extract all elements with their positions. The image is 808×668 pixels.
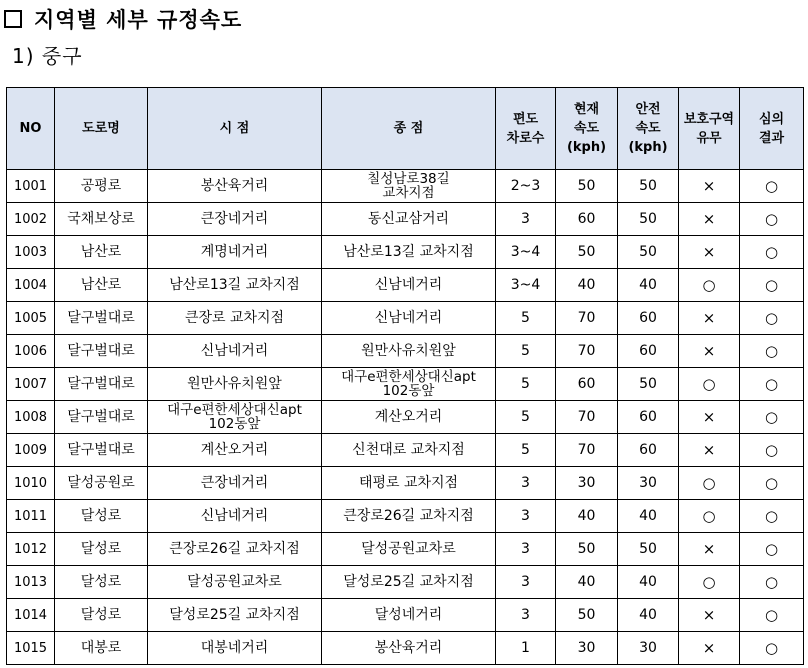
- cell-road: 남산로: [55, 269, 148, 302]
- cell-road: 달성로: [55, 533, 148, 566]
- cell-end: 달성공원교차로: [322, 533, 496, 566]
- cell-review-result: ○: [740, 203, 804, 236]
- cell-review-result: ○: [740, 335, 804, 368]
- cell-safe-speed: 50: [618, 368, 679, 401]
- cell-no: 1006: [7, 335, 55, 368]
- cell-road: 달구벌대로: [55, 434, 148, 467]
- cell-safe-speed: 50: [618, 203, 679, 236]
- cell-protected-zone: ○: [679, 368, 740, 401]
- cell-protected-zone: ×: [679, 203, 740, 236]
- cell-road: 국채보상로: [55, 203, 148, 236]
- cell-road: 달구벌대로: [55, 302, 148, 335]
- cell-lanes: 3: [496, 566, 556, 599]
- cell-start: 신남네거리: [148, 500, 322, 533]
- cell-start: 남산로13길 교차지점: [148, 269, 322, 302]
- cell-lanes: 2~3: [496, 170, 556, 203]
- cell-start: 큰장네거리: [148, 467, 322, 500]
- cell-review-result: ○: [740, 302, 804, 335]
- table-row: [7, 599, 804, 632]
- header-safe-line: 속도: [635, 121, 661, 136]
- cell-start: [148, 401, 322, 434]
- cell-protected-zone: ×: [679, 335, 740, 368]
- cell-end-line: 102동앞: [382, 383, 435, 399]
- cell-end: 태평로 교차지점: [322, 467, 496, 500]
- cell-lanes: 3: [496, 599, 556, 632]
- table-row: [7, 368, 804, 401]
- cell-protected-zone: ○: [679, 500, 740, 533]
- header-lanes-line: 편도: [512, 111, 539, 127]
- cell-protected-zone: ×: [679, 434, 740, 467]
- cell-end: 동신교삼거리: [322, 203, 496, 236]
- cell-road: 달구벌대로: [55, 368, 148, 401]
- cell-safe-speed: 40: [618, 500, 679, 533]
- cell-start: 대봉네거리: [148, 632, 322, 665]
- cell-review-result: ○: [740, 566, 804, 599]
- cell-review-result: ○: [740, 632, 804, 665]
- cell-no: 1007: [7, 368, 55, 401]
- header-zone-line: 보호구역: [683, 111, 735, 127]
- table-row: [7, 401, 804, 434]
- table-row: [7, 632, 804, 665]
- table-row: [7, 533, 804, 566]
- cell-protected-zone: ×: [679, 632, 740, 665]
- cell-road: 남산로: [55, 236, 148, 269]
- header-no: NO: [7, 88, 55, 170]
- cell-end: 계산오거리: [322, 401, 496, 434]
- cell-lanes: 1: [496, 632, 556, 665]
- cell-no: 1001: [7, 170, 55, 203]
- table-row: [7, 335, 804, 368]
- cell-lanes: 3: [496, 533, 556, 566]
- cell-no: 1012: [7, 533, 55, 566]
- cell-review-result: ○: [740, 269, 804, 302]
- header-start: 시 점: [148, 88, 322, 170]
- cell-current-speed: 60: [556, 368, 618, 401]
- cell-end: 달성로25길 교차지점: [322, 566, 496, 599]
- table-row: [7, 467, 804, 500]
- cell-end: 신남네거리: [322, 269, 496, 302]
- table-row: [7, 203, 804, 236]
- cell-review-result: ○: [740, 533, 804, 566]
- header-lanes-line: 차로수: [506, 130, 545, 146]
- cell-no: 1014: [7, 599, 55, 632]
- header-result-line: 심의: [758, 111, 785, 127]
- cell-lanes: 5: [496, 368, 556, 401]
- speed-limit-table: [6, 87, 804, 665]
- cell-protected-zone: ○: [679, 269, 740, 302]
- cell-protected-zone: ×: [679, 401, 740, 434]
- header-zone-line: 유무: [696, 130, 722, 146]
- cell-review-result: ○: [740, 368, 804, 401]
- cell-road: 대봉로: [55, 632, 148, 665]
- cell-protected-zone: ×: [679, 302, 740, 335]
- cell-lanes: 3: [496, 467, 556, 500]
- cell-no: 1004: [7, 269, 55, 302]
- cell-safe-speed: 40: [618, 269, 679, 302]
- cell-safe-speed: 60: [618, 335, 679, 368]
- cell-review-result: ○: [740, 236, 804, 269]
- header-lanes: [496, 88, 556, 170]
- cell-end: 신천대로 교차지점: [322, 434, 496, 467]
- cell-safe-speed: 50: [618, 236, 679, 269]
- header-current-line: 속도: [573, 121, 600, 136]
- cell-end-line: 교차지점: [382, 185, 435, 201]
- cell-road: 달성공원로: [55, 467, 148, 500]
- cell-current-speed: 50: [556, 236, 618, 269]
- cell-end: [322, 368, 496, 401]
- cell-current-speed: 50: [556, 533, 618, 566]
- cell-review-result: ○: [740, 599, 804, 632]
- cell-lanes: 3: [496, 500, 556, 533]
- checkbox-icon: [4, 10, 22, 28]
- header-safe-speed: [618, 88, 679, 170]
- cell-safe-speed: 30: [618, 632, 679, 665]
- cell-current-speed: 70: [556, 302, 618, 335]
- cell-start: 달성공원교차로: [148, 566, 322, 599]
- cell-end-line: 칠성남로38길: [367, 171, 450, 187]
- cell-safe-speed: 40: [618, 599, 679, 632]
- header-result-line: 결과: [758, 130, 785, 146]
- section-title-text: 지역별 세부 규정속도: [34, 7, 243, 32]
- cell-protected-zone: ×: [679, 236, 740, 269]
- cell-lanes: 5: [496, 302, 556, 335]
- cell-review-result: ○: [740, 170, 804, 203]
- section-title: [4, 4, 242, 34]
- cell-current-speed: 40: [556, 500, 618, 533]
- subsection-title: 1) 중구: [12, 44, 83, 68]
- cell-current-speed: 60: [556, 203, 618, 236]
- cell-no: 1015: [7, 632, 55, 665]
- cell-start: 계명네거리: [148, 236, 322, 269]
- cell-current-speed: 70: [556, 434, 618, 467]
- header-protected-zone: [679, 88, 740, 170]
- cell-road: 달성로: [55, 599, 148, 632]
- cell-no: 1009: [7, 434, 55, 467]
- cell-road: 달구벌대로: [55, 401, 148, 434]
- cell-review-result: ○: [740, 434, 804, 467]
- table-row: [7, 170, 804, 203]
- cell-end: 신남네거리: [322, 302, 496, 335]
- cell-end: 남산로13길 교차지점: [322, 236, 496, 269]
- cell-no: 1002: [7, 203, 55, 236]
- cell-start: 봉산육거리: [148, 170, 322, 203]
- cell-no: 1005: [7, 302, 55, 335]
- cell-safe-speed: 40: [618, 566, 679, 599]
- header-review-result: [740, 88, 804, 170]
- cell-lanes: 3~4: [496, 269, 556, 302]
- cell-current-speed: 40: [556, 566, 618, 599]
- header-end: 종 점: [322, 88, 496, 170]
- table-row: [7, 500, 804, 533]
- cell-start-line: 102동앞: [208, 416, 261, 432]
- cell-safe-speed: 60: [618, 401, 679, 434]
- cell-end: 봉산육거리: [322, 632, 496, 665]
- cell-review-result: ○: [740, 401, 804, 434]
- cell-start: 신남네거리: [148, 335, 322, 368]
- cell-review-result: ○: [740, 467, 804, 500]
- cell-safe-speed: 60: [618, 434, 679, 467]
- cell-current-speed: 70: [556, 401, 618, 434]
- header-road: 도로명: [55, 88, 148, 170]
- table-row: [7, 302, 804, 335]
- cell-current-speed: 30: [556, 632, 618, 665]
- cell-end-line: 대구e편한세상대신apt: [341, 369, 476, 385]
- cell-current-speed: 50: [556, 170, 618, 203]
- cell-start-line: 대구e편한세상대신apt: [167, 402, 302, 418]
- cell-review-result: ○: [740, 500, 804, 533]
- table-row: [7, 236, 804, 269]
- cell-current-speed: 70: [556, 335, 618, 368]
- cell-no: 1011: [7, 500, 55, 533]
- cell-end: 달성네거리: [322, 599, 496, 632]
- cell-end: [322, 170, 496, 203]
- cell-current-speed: 30: [556, 467, 618, 500]
- cell-road: 달구벌대로: [55, 335, 148, 368]
- cell-protected-zone: ×: [679, 533, 740, 566]
- header-current-speed: [556, 88, 618, 170]
- header-current-line: (kph): [566, 140, 607, 155]
- cell-end: 큰장로26길 교차지점: [322, 500, 496, 533]
- cell-start: 계산오거리: [148, 434, 322, 467]
- cell-safe-speed: 30: [618, 467, 679, 500]
- table-header-row: [7, 88, 804, 170]
- cell-no: 1010: [7, 467, 55, 500]
- cell-safe-speed: 50: [618, 170, 679, 203]
- table-row: [7, 566, 804, 599]
- cell-lanes: 3: [496, 203, 556, 236]
- cell-end: 원만사유치원앞: [322, 335, 496, 368]
- cell-no: 1008: [7, 401, 55, 434]
- header-safe-line: 안전: [635, 102, 661, 117]
- cell-current-speed: 50: [556, 599, 618, 632]
- cell-start: 원만사유치원앞: [148, 368, 322, 401]
- cell-start: 큰장로26길 교차지점: [148, 533, 322, 566]
- cell-protected-zone: ○: [679, 566, 740, 599]
- table-row: [7, 269, 804, 302]
- cell-road: 달성로: [55, 566, 148, 599]
- cell-no: 1003: [7, 236, 55, 269]
- header-current-line: 현재: [573, 102, 600, 117]
- cell-road: 달성로: [55, 500, 148, 533]
- cell-lanes: 5: [496, 335, 556, 368]
- cell-protected-zone: ×: [679, 599, 740, 632]
- cell-lanes: 3~4: [496, 236, 556, 269]
- cell-start: 큰장로 교차지점: [148, 302, 322, 335]
- cell-road: 공평로: [55, 170, 148, 203]
- header-safe-line: (kph): [628, 140, 668, 155]
- table-row: [7, 434, 804, 467]
- cell-protected-zone: ○: [679, 467, 740, 500]
- cell-protected-zone: ×: [679, 170, 740, 203]
- cell-no: 1013: [7, 566, 55, 599]
- cell-safe-speed: 50: [618, 533, 679, 566]
- cell-start: 달성로25길 교차지점: [148, 599, 322, 632]
- cell-safe-speed: 60: [618, 302, 679, 335]
- cell-start: 큰장네거리: [148, 203, 322, 236]
- cell-lanes: 5: [496, 401, 556, 434]
- cell-current-speed: 40: [556, 269, 618, 302]
- cell-lanes: 5: [496, 434, 556, 467]
